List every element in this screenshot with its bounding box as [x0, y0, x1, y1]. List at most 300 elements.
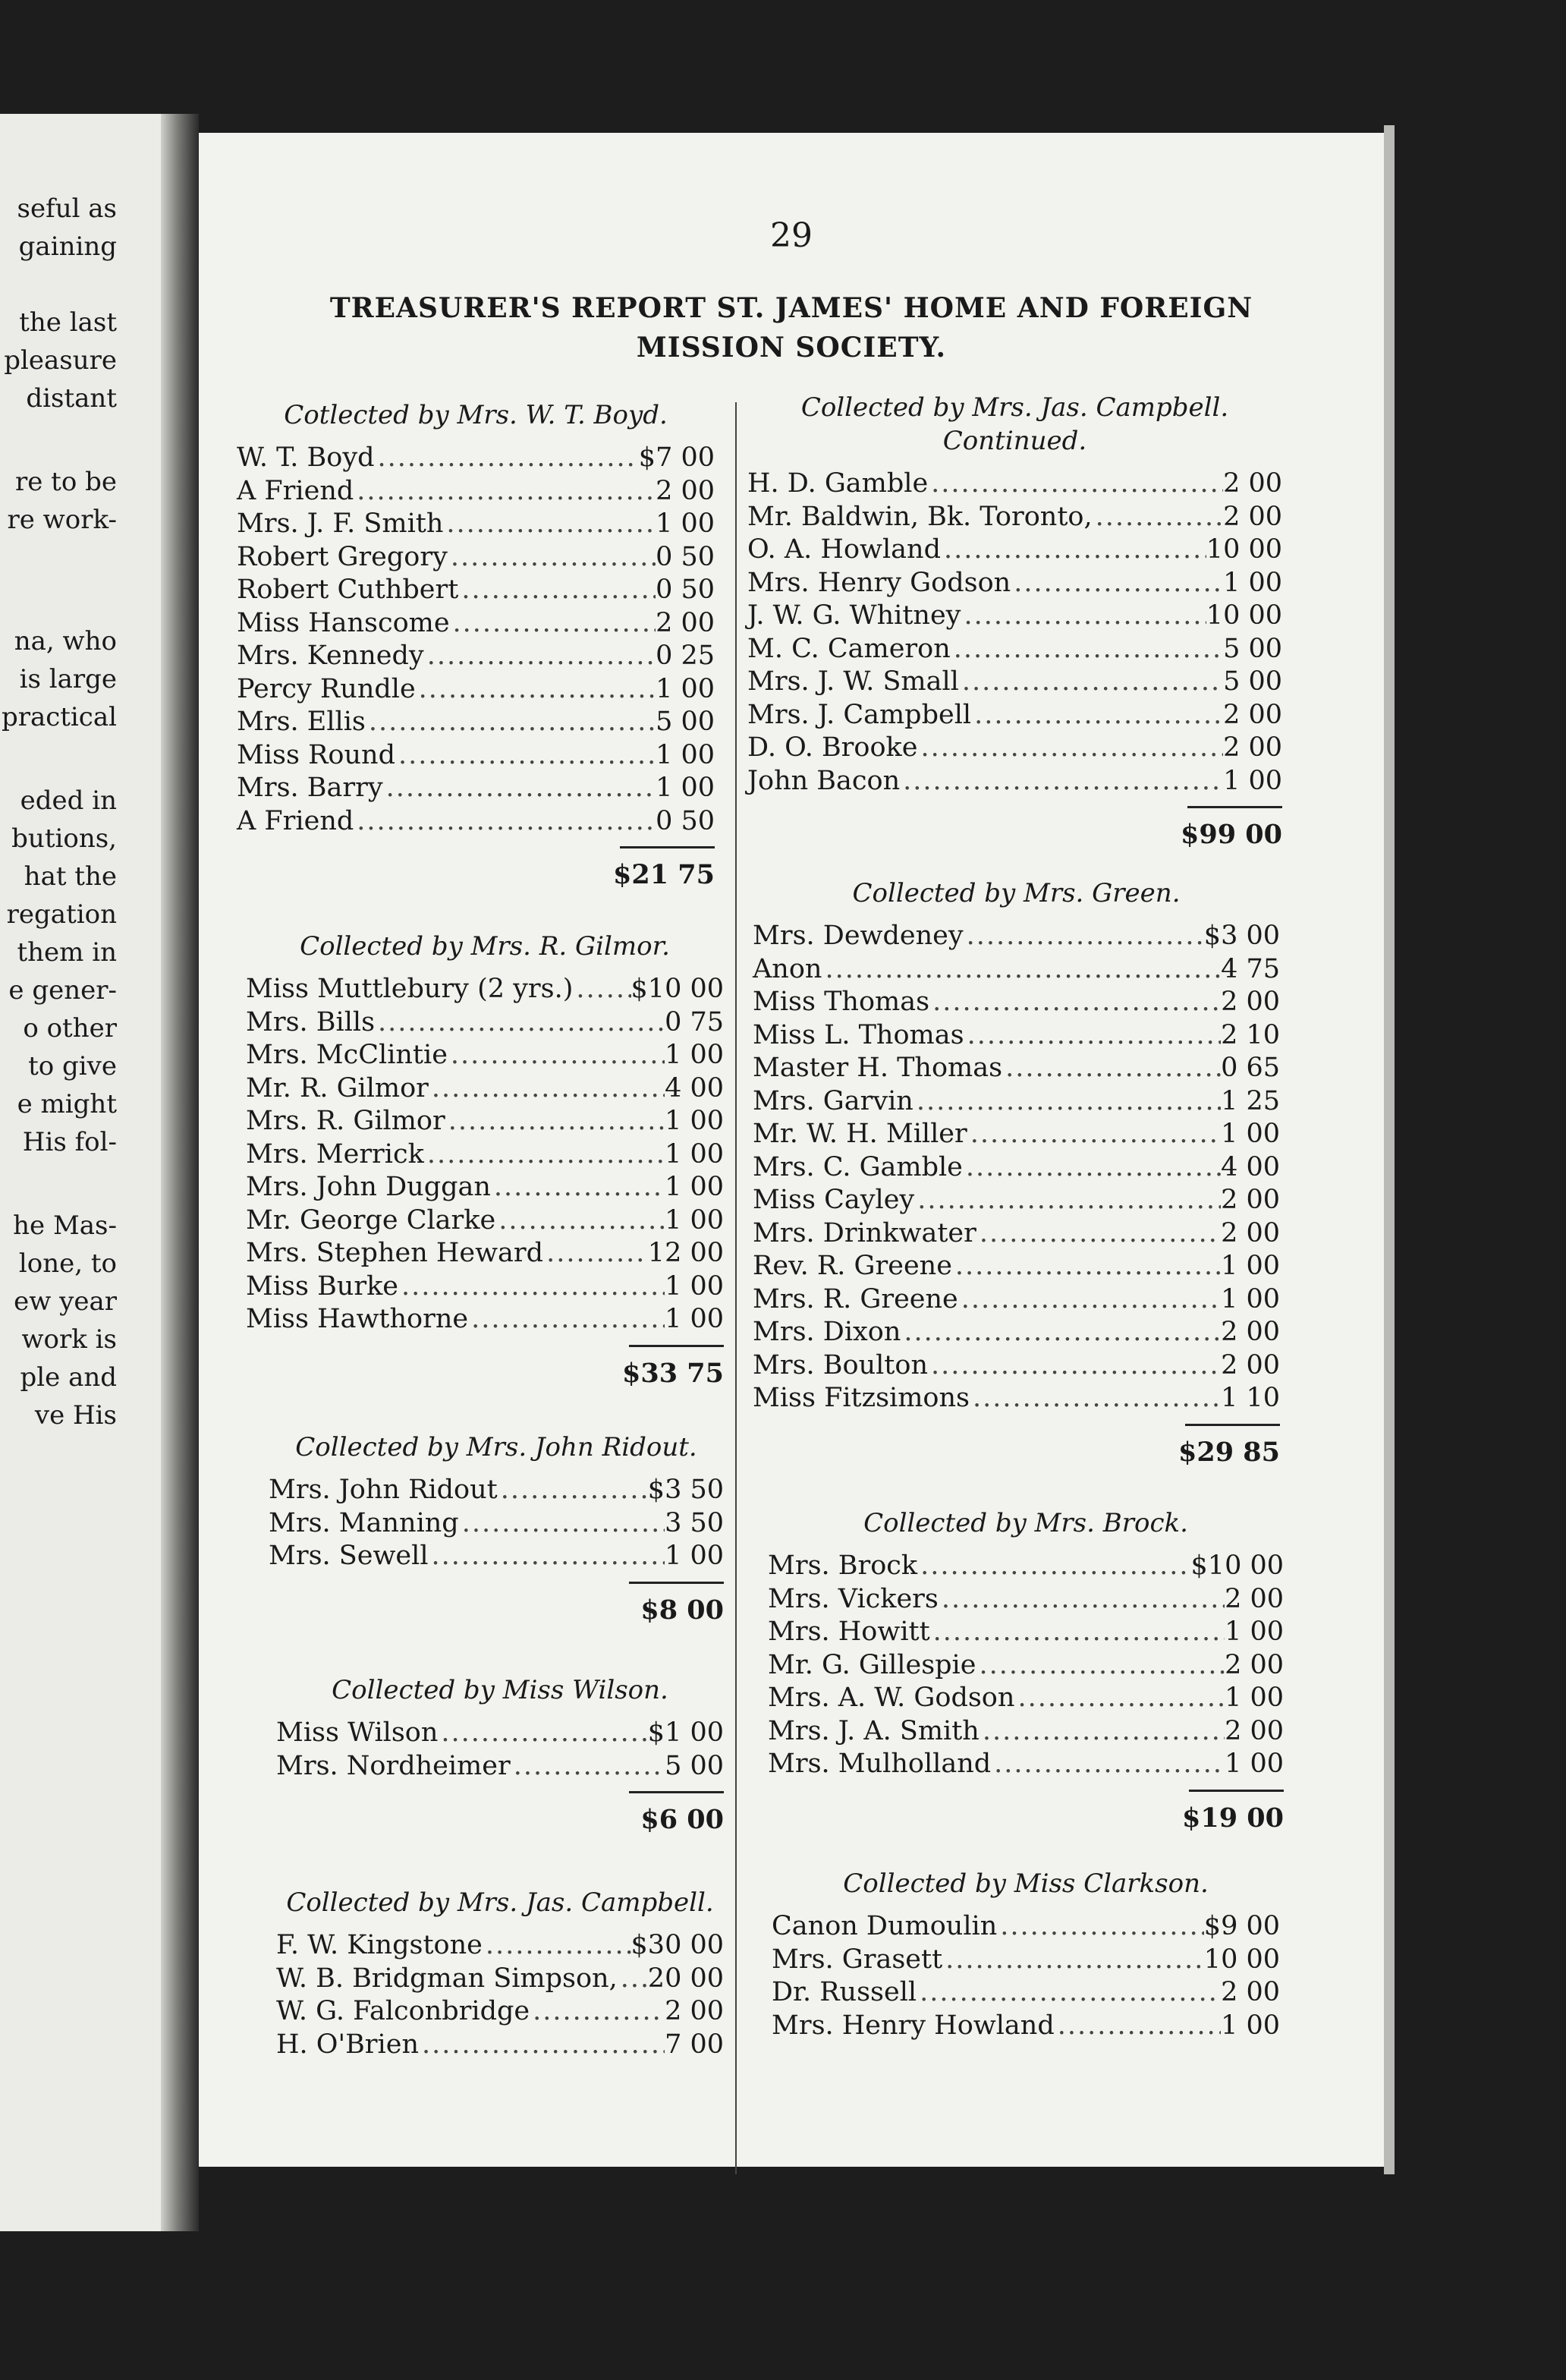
- donor-name: M. C. Cameron: [747, 633, 951, 664]
- donor-name: A Friend: [237, 475, 354, 506]
- facing-page-text-fragment: gaining: [18, 231, 117, 262]
- donation-amount: 1 10: [1221, 1383, 1280, 1413]
- leader-dots: [980, 1716, 1225, 1746]
- donation-amount: 10 00: [1206, 600, 1282, 631]
- donation-row: [753, 1284, 1280, 1318]
- donation-amount: $3 50: [647, 1475, 724, 1505]
- facing-page-text-fragment: practical: [1, 702, 117, 732]
- donation-row: [269, 1475, 724, 1508]
- donation-amount: 1 00: [656, 508, 715, 539]
- collection-section: [237, 398, 715, 890]
- donation-amount: 2 00: [1221, 1349, 1280, 1380]
- donor-name: H. O'Brien: [276, 2029, 419, 2060]
- donation-row: [768, 1584, 1284, 1617]
- donor-name: Mrs. John Ridout: [269, 1475, 498, 1505]
- donor-name: H. D. Gamble: [747, 468, 929, 499]
- donor-name: Master H. Thomas: [753, 1053, 1003, 1083]
- donation-row: [772, 1944, 1280, 1978]
- donation-amount: 10 00: [1203, 1944, 1280, 1975]
- donation-amount: 7 00: [665, 2029, 724, 2060]
- report-title-line-1: TREASURER'S REPORT ST. JAMES' HOME AND FOREIGN: [329, 292, 1253, 324]
- leader-dots: [900, 766, 1223, 796]
- donation-row: [747, 468, 1282, 502]
- facing-page-text-fragment: the last: [19, 307, 117, 338]
- donation-amount: 1 00: [1225, 1749, 1284, 1779]
- leader-dots: [573, 974, 630, 1004]
- facing-page-text-fragment: them in: [17, 937, 117, 968]
- leader-dots: [459, 1508, 665, 1538]
- leader-dots: [917, 1550, 1190, 1581]
- donor-name: Miss Hanscome: [237, 607, 450, 638]
- total-rule: [629, 1345, 724, 1347]
- donor-name: Mrs. Drinkwater: [753, 1217, 976, 1248]
- facing-page-text-fragment: lone, to: [18, 1248, 117, 1279]
- donor-name: Rev. R. Greene: [753, 1251, 952, 1281]
- facing-page-text-fragment: hat the: [24, 861, 117, 892]
- leader-dots: [939, 1584, 1225, 1614]
- total-rule: [1189, 1790, 1284, 1792]
- donation-amount: 2 00: [1221, 1185, 1280, 1215]
- donation-row: [246, 1172, 724, 1205]
- donation-amount: 1 00: [1221, 1251, 1280, 1281]
- donor-name: Mrs. Stephen Heward: [246, 1238, 544, 1268]
- donation-amount: 1 00: [656, 673, 715, 704]
- donation-row: [237, 476, 715, 509]
- donor-name: Mrs. Nordheimer: [276, 1750, 511, 1781]
- leader-dots: [1011, 568, 1223, 598]
- donation-amount: 1 00: [1223, 567, 1282, 598]
- section-total: $19 00: [1182, 1802, 1284, 1834]
- donation-amount: 1 00: [665, 1138, 724, 1170]
- donation-row: [753, 1119, 1280, 1152]
- leader-dots: [511, 1751, 665, 1781]
- donation-row: [276, 1930, 724, 1963]
- donation-amount: 2 00: [1225, 1649, 1284, 1680]
- leader-dots: [964, 1020, 1222, 1050]
- donation-row: [276, 1717, 724, 1751]
- donor-name: Mrs. J. W. Small: [747, 666, 959, 697]
- donation-row: [772, 1977, 1280, 2010]
- collector-heading: Collected by Mrs. R. Gilmor.: [300, 931, 670, 962]
- donation-row: [753, 1317, 1280, 1350]
- donation-amount: 2 00: [1223, 699, 1282, 730]
- donation-row: [753, 1185, 1280, 1218]
- donor-name: Mr. George Clarke: [246, 1204, 496, 1236]
- donor-name: Anon: [753, 953, 822, 984]
- donor-name: O. A. Howland: [747, 534, 941, 565]
- facing-page-text-fragment: na, who: [14, 626, 117, 656]
- donation-amount: 12 00: [647, 1238, 724, 1268]
- collection-section: [276, 1673, 724, 1835]
- facing-page-fragment: [0, 114, 161, 2231]
- donor-name: Mrs. Vickers: [768, 1583, 939, 1614]
- leader-dots: [495, 1205, 665, 1236]
- leader-dots: [429, 1073, 665, 1103]
- donation-amount: 2 00: [1223, 732, 1282, 763]
- donation-row: [747, 600, 1282, 634]
- donor-name: Miss Hawthorne: [246, 1304, 469, 1334]
- collection-section: [276, 1886, 724, 2062]
- donation-amount: 1 00: [656, 773, 715, 803]
- donation-amount: 2 00: [1221, 987, 1280, 1017]
- donation-amount: 20 00: [647, 1963, 724, 1994]
- donation-row: [753, 1152, 1280, 1185]
- leader-dots: [1014, 1683, 1225, 1713]
- section-total: $6 00: [640, 1804, 724, 1835]
- donation-row: [747, 766, 1282, 799]
- facing-page-text-fragment: e might: [17, 1089, 117, 1119]
- donation-amount: 1 00: [665, 1172, 724, 1202]
- donation-row: [276, 1996, 724, 2029]
- facing-page-text-fragment: butions,: [11, 823, 117, 854]
- book-gutter: [161, 114, 199, 2231]
- donor-name: Mr. Baldwin, Bk. Toronto,: [747, 501, 1093, 532]
- donation-amount: 5 00: [665, 1750, 724, 1781]
- donor-name: Mrs. McClintie: [246, 1040, 448, 1070]
- facing-page-text-fragment: work is: [21, 1324, 117, 1355]
- leader-dots: [991, 1749, 1225, 1779]
- donor-name: Miss Thomas: [753, 987, 930, 1017]
- leader-dots: [958, 1284, 1221, 1314]
- facing-page-text-fragment: to give: [28, 1051, 117, 1081]
- leader-dots: [929, 987, 1221, 1017]
- donation-amount: 1 00: [665, 1106, 724, 1136]
- donor-name: Miss L. Thomas: [753, 1019, 964, 1050]
- donation-row: [269, 1541, 724, 1574]
- donation-row: [246, 1040, 724, 1073]
- donation-row: [246, 1304, 724, 1337]
- leader-dots: [468, 1304, 665, 1334]
- donation-row: [768, 1716, 1284, 1749]
- leader-dots: [429, 1541, 665, 1571]
- leader-dots: [424, 641, 656, 671]
- donor-name: Mrs. Dewdeney: [753, 921, 964, 951]
- leader-dots: [951, 634, 1223, 664]
- donor-name: Miss Muttlebury (2 yrs.): [246, 974, 574, 1004]
- leader-dots: [530, 1996, 665, 2026]
- total-rule: [1185, 1424, 1280, 1426]
- donation-row: [753, 987, 1280, 1020]
- donation-amount: 1 00: [665, 1304, 724, 1334]
- donor-name: W. G. Falconbridge: [276, 1996, 530, 2026]
- leader-dots: [930, 1617, 1225, 1647]
- leader-dots: [448, 542, 656, 572]
- donation-row: [246, 1238, 724, 1271]
- donor-name: Percy Rundle: [237, 673, 416, 704]
- donation-row: [276, 2029, 724, 2063]
- leader-dots: [450, 608, 656, 638]
- donor-name: Mrs. Merrick: [246, 1138, 424, 1170]
- donation-amount: 1 00: [1225, 1617, 1284, 1647]
- leader-dots: [959, 666, 1223, 697]
- facing-page-text-fragment: pleasure: [4, 345, 117, 376]
- donor-name: Mrs. Garvin: [753, 1085, 914, 1116]
- leader-dots: [917, 732, 1223, 763]
- donation-amount: 2 00: [1221, 1977, 1280, 2007]
- donor-name: Mrs. J. F. Smith: [237, 508, 444, 539]
- facing-page-text-fragment: His fol-: [22, 1127, 117, 1157]
- donation-row: [753, 1383, 1280, 1416]
- donation-row: [246, 1007, 724, 1040]
- total-rule: [620, 846, 715, 848]
- donation-amount: 2 00: [656, 607, 715, 638]
- donation-amount: 0 75: [665, 1006, 724, 1037]
- leader-dots: [483, 1930, 631, 1960]
- leader-dots: [976, 1218, 1221, 1248]
- donation-row: [276, 1963, 724, 1997]
- leader-dots: [961, 600, 1206, 631]
- donor-name: Miss Cayley: [753, 1185, 915, 1215]
- donation-row: [768, 1550, 1284, 1584]
- leader-dots: [424, 1139, 665, 1170]
- donor-name: Mrs. R. Greene: [753, 1283, 958, 1314]
- donation-row: [768, 1617, 1284, 1650]
- donation-row: [768, 1650, 1284, 1683]
- facing-page-text-fragment: re to be: [14, 467, 117, 497]
- collector-heading: Cotlected by Mrs. W. T. Boyd.: [284, 400, 668, 430]
- donation-amount: $9 00: [1203, 1911, 1280, 1941]
- leader-dots: [438, 1717, 647, 1748]
- donor-name: Mrs. Manning: [269, 1507, 459, 1538]
- donor-name: John Bacon: [747, 765, 901, 796]
- donor-name: W. B. Bridgman Simpson,: [276, 1963, 618, 1994]
- donation-row: [768, 1683, 1284, 1716]
- donation-row: [237, 641, 715, 674]
- leader-dots: [822, 954, 1221, 984]
- leader-dots: [383, 773, 656, 803]
- donation-amount: 0 50: [656, 805, 715, 836]
- report-page: [199, 133, 1384, 2167]
- collection-section: [772, 1867, 1280, 2043]
- collector-subheading: Continued.: [942, 426, 1087, 456]
- leader-dots: [942, 1944, 1204, 1975]
- page-number: 29: [770, 216, 813, 255]
- donor-name: Mrs. John Duggan: [246, 1172, 491, 1202]
- donor-name: Mrs. J. Campbell: [747, 699, 972, 730]
- donation-row: [753, 1218, 1280, 1251]
- donation-amount: 2 00: [1225, 1583, 1284, 1614]
- facing-page-text-fragment: distant: [26, 383, 117, 414]
- leader-dots: [967, 1119, 1221, 1149]
- donation-row: [747, 700, 1282, 733]
- donor-name: Mrs. A. W. Godson: [768, 1683, 1015, 1713]
- leader-dots: [917, 1977, 1221, 2007]
- donor-name: W. T. Boyd: [237, 442, 375, 473]
- leader-dots: [395, 740, 656, 770]
- facing-page-text-fragment: eded in: [20, 785, 117, 816]
- donor-name: Robert Cuthbert: [237, 575, 459, 605]
- donor-name: Mrs. Henry Howland: [772, 2010, 1055, 2041]
- donation-row: [747, 534, 1282, 568]
- donation-amount: 3 50: [665, 1507, 724, 1538]
- donation-row: [269, 1508, 724, 1541]
- leader-dots: [443, 508, 656, 539]
- leader-dots: [997, 1911, 1204, 1941]
- section-total: $21 75: [613, 859, 715, 890]
- donation-row: [237, 575, 715, 608]
- leader-dots: [1002, 1053, 1221, 1083]
- facing-page-text-fragment: ple and: [20, 1362, 117, 1393]
- total-rule: [629, 1791, 724, 1793]
- section-total: $29 85: [1178, 1436, 1280, 1468]
- donor-name: A Friend: [237, 805, 354, 836]
- donation-amount: 1 00: [665, 1204, 724, 1236]
- leader-dots: [366, 707, 656, 737]
- donation-row: [753, 1020, 1280, 1053]
- collector-heading: Collected by Mrs. Jas. Campbell.: [800, 392, 1229, 423]
- donor-name: Canon Dumoulin: [772, 1911, 998, 1941]
- donor-name: Mrs. Mulholland: [768, 1749, 992, 1779]
- donor-name: Mrs. Boulton: [753, 1349, 928, 1380]
- leader-dots: [914, 1086, 1221, 1116]
- donation-row: [246, 1139, 724, 1173]
- donation-amount: 1 00: [1221, 2010, 1280, 2041]
- donor-name: Dr. Russell: [772, 1977, 917, 2007]
- donor-name: Mrs. Grasett: [772, 1944, 943, 1975]
- donation-row: [772, 1911, 1280, 1944]
- donation-row: [237, 542, 715, 575]
- donation-row: [753, 1086, 1280, 1119]
- leader-dots: [914, 1185, 1221, 1215]
- donation-row: [753, 1251, 1280, 1284]
- donor-name: Mrs. Bills: [246, 1006, 376, 1037]
- donor-name: Mrs. Ellis: [237, 707, 366, 737]
- donation-row: [747, 634, 1282, 667]
- facing-page-text-fragment: re work-: [7, 505, 117, 535]
- donation-row: [237, 707, 715, 740]
- donation-row: [747, 568, 1282, 601]
- leader-dots: [448, 1040, 665, 1070]
- donation-amount: 2 00: [1221, 1317, 1280, 1347]
- donation-row: [753, 921, 1280, 954]
- section-total: $99 00: [1181, 819, 1282, 850]
- donor-name: Mrs. Sewell: [269, 1541, 429, 1571]
- leader-dots: [375, 442, 639, 473]
- collector-heading: Collected by Mrs. John Ridout.: [295, 1432, 697, 1462]
- collector-heading: Collected by Mrs. Jas. Campbell.: [286, 1887, 714, 1918]
- donor-name: Mrs. Henry Godson: [747, 567, 1011, 598]
- facing-page-text-fragment: regation: [6, 899, 117, 930]
- donation-amount: 1 00: [656, 739, 715, 770]
- column-divider: [735, 402, 737, 2174]
- donation-amount: 1 00: [1221, 1119, 1280, 1149]
- donation-amount: 1 00: [665, 1040, 724, 1070]
- donation-amount: 1 00: [665, 1541, 724, 1571]
- leader-dots: [976, 1650, 1225, 1680]
- donation-row: [753, 1350, 1280, 1384]
- donation-row: [747, 666, 1282, 700]
- leader-dots: [901, 1317, 1221, 1347]
- donation-row: [772, 2010, 1280, 2044]
- collector-heading: Collected by Mrs. Green.: [852, 878, 1181, 908]
- donor-name: Miss Wilson: [276, 1717, 439, 1748]
- report-title-line-2: MISSION SOCIETY.: [636, 332, 947, 364]
- leader-dots: [491, 1172, 665, 1202]
- donation-amount: 4 00: [1221, 1151, 1280, 1182]
- facing-page-text-fragment: e gener-: [8, 975, 117, 1006]
- donor-name: Mrs. Barry: [237, 773, 383, 803]
- leader-dots: [498, 1475, 648, 1505]
- facing-page-text-fragment: ew year: [14, 1286, 117, 1317]
- donor-name: Mrs. Dixon: [753, 1317, 901, 1347]
- collection-section: [747, 391, 1282, 850]
- donor-name: Mrs. Brock: [768, 1550, 918, 1581]
- donation-row: [246, 1205, 724, 1239]
- donation-amount: $10 00: [1190, 1550, 1284, 1581]
- donation-amount: 1 00: [665, 1270, 724, 1302]
- leader-dots: [928, 1350, 1221, 1380]
- leader-dots: [971, 700, 1223, 730]
- donor-name: Robert Gregory: [237, 541, 448, 572]
- donation-amount: $10 00: [630, 974, 724, 1004]
- donation-amount: $30 00: [630, 1930, 724, 1960]
- leader-dots: [970, 1383, 1221, 1413]
- donor-name: Mrs. R. Gilmor: [246, 1106, 445, 1136]
- donation-row: [246, 1073, 724, 1107]
- leader-dots: [963, 1152, 1221, 1182]
- donation-row: [768, 1749, 1284, 1782]
- donation-row: [237, 773, 715, 806]
- donation-row: [753, 1053, 1280, 1086]
- leader-dots: [398, 1271, 665, 1302]
- donation-row: [753, 954, 1280, 987]
- collection-section: [269, 1431, 724, 1626]
- donation-amount: 1 00: [1221, 1283, 1280, 1314]
- leader-dots: [1093, 502, 1223, 532]
- collector-heading: Collected by Miss Clarkson.: [843, 1868, 1209, 1899]
- donor-name: Mrs. Kennedy: [237, 641, 424, 671]
- donation-amount: 1 00: [1223, 765, 1282, 796]
- donation-amount: 1 00: [1225, 1683, 1284, 1713]
- leader-dots: [354, 806, 656, 836]
- donation-amount: 2 00: [1221, 1217, 1280, 1248]
- facing-page-text-fragment: seful as: [17, 194, 117, 224]
- section-total: $8 00: [640, 1594, 724, 1626]
- leader-dots: [416, 674, 656, 704]
- donation-amount: 5 00: [656, 707, 715, 737]
- leader-dots: [543, 1238, 648, 1268]
- donation-amount: 4 00: [665, 1072, 724, 1103]
- donation-amount: 2 00: [1223, 468, 1282, 499]
- leader-dots: [941, 534, 1206, 565]
- donor-name: J. W. G. Whitney: [747, 600, 961, 631]
- donor-name: Mr. R. Gilmor: [246, 1072, 429, 1103]
- donation-amount: $3 00: [1203, 921, 1280, 951]
- collector-heading: Collected by Mrs. Brock.: [863, 1508, 1188, 1538]
- section-total: $33 75: [622, 1357, 724, 1389]
- donation-amount: $7 00: [638, 442, 715, 473]
- donation-row: [237, 508, 715, 542]
- donation-amount: 1 25: [1221, 1085, 1280, 1116]
- donor-name: Mr. W. H. Miller: [753, 1119, 967, 1149]
- donation-row: [237, 608, 715, 641]
- donor-name: Miss Burke: [246, 1270, 398, 1302]
- donor-name: Mrs. C. Gamble: [753, 1151, 963, 1182]
- donation-amount: 0 50: [656, 541, 715, 572]
- donation-amount: 2 10: [1221, 1019, 1280, 1050]
- donor-name: Mr. G. Gillespie: [768, 1649, 976, 1680]
- total-rule: [1187, 806, 1282, 808]
- leader-dots: [354, 476, 656, 506]
- donation-amount: 0 50: [656, 575, 715, 605]
- facing-page-text-fragment: ve His: [34, 1400, 117, 1431]
- donation-row: [246, 1106, 724, 1139]
- donation-amount: 0 25: [656, 641, 715, 671]
- donation-amount: 5 00: [1223, 633, 1282, 664]
- leader-dots: [458, 575, 656, 605]
- facing-page-text-fragment: is large: [19, 664, 117, 694]
- donor-name: D. O. Brooke: [747, 732, 918, 763]
